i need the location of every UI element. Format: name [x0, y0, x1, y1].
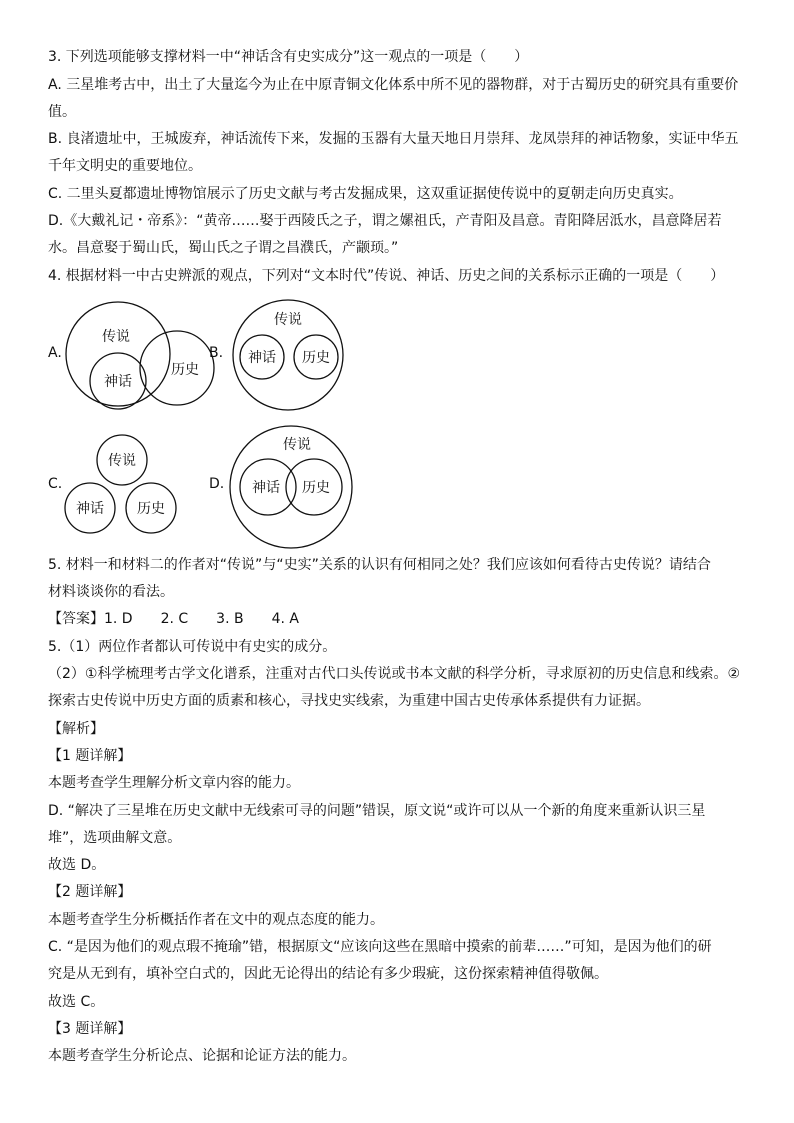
q3-detail-text: 本题考查学生分析论点、论据和论证方法的能力。 [48, 1048, 356, 1064]
label-myth: 神话 [252, 480, 280, 496]
answer-5-part-2: （2）①科学梳理考古学文化谱系，注重对古代口头传说或书本文献的科学分析，寻求原初的历史信息和线索。② [48, 666, 741, 682]
option-b-diagram [228, 298, 353, 413]
question-3-option-a-cont: 值。 [48, 104, 76, 120]
option-a-letter: A. [48, 345, 62, 361]
question-3-option-b-cont: 千年文明史的重要地位。 [48, 158, 202, 174]
legend-circle [66, 302, 170, 406]
answer-key: 【答案】1. D 2. C 3. B 4. A [48, 611, 299, 627]
option-b-letter: B. [209, 345, 224, 361]
q2-detail-heading: 【2 题详解】 [48, 884, 132, 900]
label-myth: 神话 [104, 374, 132, 390]
option-a-diagram [64, 300, 214, 415]
label-history: 历史 [302, 480, 330, 496]
question-3-option-c: C. 二里头夏都遗址博物馆展示了历史文献与考古发掘成果，这双重证据使传说中的夏朝走向历史真实。 [48, 186, 683, 202]
q3-detail-heading: 【3 题详解】 [48, 1021, 132, 1037]
label-history: 历史 [302, 350, 330, 366]
label-myth: 神话 [76, 501, 104, 517]
question-3-option-a: A. 三星堆考古中，出土了大量迄今为止在中原青铜文化体系中所不见的器物群，对于古蜀历史的研究具有重要价 [48, 77, 739, 93]
question-3-option-b: B. 良渚遗址中，王城废弃，神话流传下来，发掘的玉器有大量天地日月崇拜、龙凤崇拜的神话物象，实证中华五 [48, 131, 739, 147]
label-legend: 传说 [108, 453, 136, 469]
label-history: 历史 [137, 501, 165, 517]
q1-detail-text: 本题考查学生理解分析文章内容的能力。 [48, 775, 300, 791]
question-3-option-d: D.《大戴礼记・帝系》：“黄帝……娶于西陵氏之子，谓之嫘祖氏，产青阳及昌意。青阳降居泜水，昌意降居若 [48, 213, 722, 229]
q2-detail-c-cont: 究是从无到有，填补空白式的，因此无论得出的结论有多少瑕疵，这份探索精神值得敬佩。 [48, 966, 608, 982]
q2-choice: 故选 C。 [48, 994, 105, 1010]
q1-detail-heading: 【1 题详解】 [48, 748, 132, 764]
answer-5-part-1: 5.（1）两位作者都认可传说中有史实的成分。 [48, 639, 337, 655]
question-4-stem: 4. 根据材料一中古史辨派的观点，下列对“文本时代”传说、神话、历史之间的关系标示正确的一项是（ ） [48, 268, 725, 284]
q1-choice: 故选 D。 [48, 857, 106, 873]
q1-detail-d-cont: 堆”，选项曲解文意。 [48, 830, 182, 846]
question-5-stem: 5. 材料一和材料二的作者对“传说”与“史实”关系的认识有何相同之处？我们应该如何看待古史传说？请结合 [48, 557, 711, 573]
analysis-heading: 【解析】 [48, 721, 104, 737]
option-d-letter: D. [209, 476, 225, 492]
question-5-stem-cont: 材料谈谈你的看法。 [48, 584, 174, 600]
q1-detail-d: D. “解决了三星堆在历史文献中无线索可寻的问题”错误，原文说“或许可以从一个新的角度来重新认识三星 [48, 803, 706, 819]
option-c-letter: C. [48, 476, 63, 492]
q2-detail-text: 本题考查学生分析概括作者在文中的观点态度的能力。 [48, 912, 384, 928]
q2-detail-c: C. “是因为他们的观点瑕不掩瑜”错，根据原文“应该向这些在黑暗中摸索的前辈……”可知，是因为他们的研 [48, 939, 712, 955]
label-legend: 传说 [283, 437, 311, 453]
option-d-diagram [230, 425, 355, 550]
label-myth: 神话 [248, 350, 276, 366]
label-legend: 传说 [102, 329, 130, 345]
label-history: 历史 [171, 362, 199, 378]
option-c-diagram [64, 433, 179, 533]
answer-5-part-2-cont: 探索古史传说中历史方面的质素和核心，寻找史实线索，为重建中国古史传承体系提供有力证据。 [48, 693, 650, 709]
question-3-stem: 3. 下列选项能够支撑材料一中“神话含有史实成分”这一观点的一项是（ ） [48, 49, 529, 65]
label-legend: 传说 [274, 312, 302, 328]
question-3-option-d-cont: 水。昌意娶于蜀山氏，蜀山氏之子谓之昌濮氏，产颛顼。” [48, 240, 399, 256]
